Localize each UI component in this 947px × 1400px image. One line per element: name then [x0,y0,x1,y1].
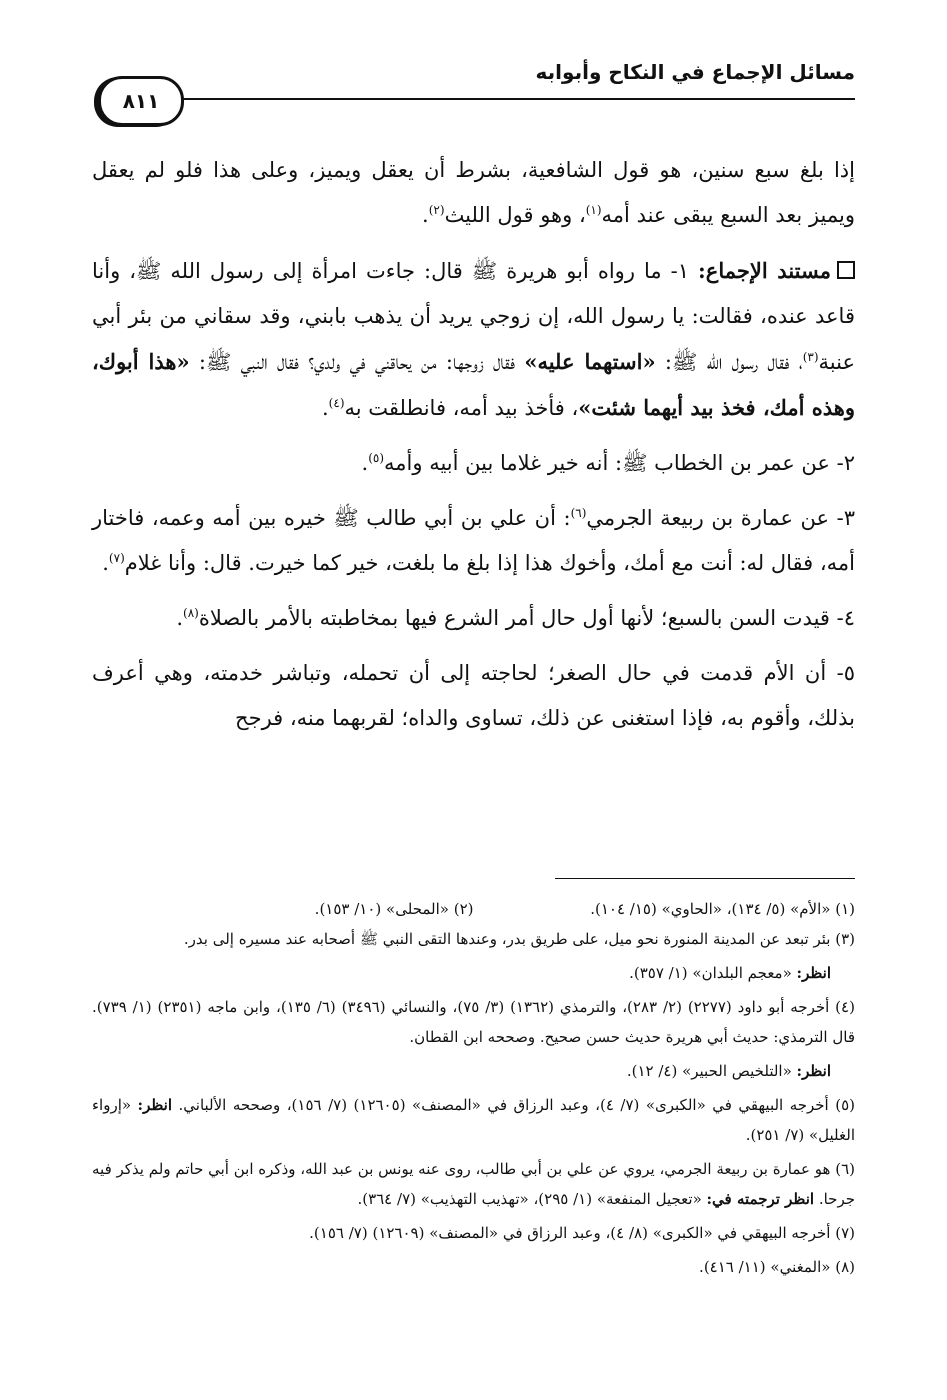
p2-text-d: ، فأخذ بيد أمه، فانطلقت به [344,396,579,420]
footnote-5-text: (٥) أخرجه البيهقي في «الكبرى» (٧/ ٤)، وعبد الرزاق في «المصنف» (١٢٦٠٥) (٧/ ١٥٦)، وصححه الألباني. [172,1096,855,1114]
p3-text: ٢- عن عمر بن الخطاب ﷺ: أنه خير غلاما بين أبيه وأمه [384,451,855,475]
paragraph-3 [92,441,855,486]
footnote-3-text: (٣) بئر تبعد عن المدينة المنورة نحو ميل، على طريق بدر، وعندها التقى النبي ﷺ أصحابه عند مسيره إلى بدر. [183,930,855,948]
p2-text-a: ١- ما رواه أبو هريرة ﷺ قال: جاءت امرأة إلى رسول الله ﷺ، وأنا قاعد عنده، فقالت: يا رسول الله، إن زوجي يريد أن يذهب بابني، وقد سقاني من بئر أبي عنبة [92,259,856,374]
footnote-4 [92,992,855,1052]
footnote-3-ref [92,958,831,988]
square-bullet-icon [837,261,855,279]
footnote-ref-3: (٣) [802,350,819,364]
hadith-quote-2: «هذا أبوك، وهذه أمك، فخذ بيد أيهما شئت» [92,349,855,420]
p4-text-b: : أن علي بن أبي طالب ﷺ خيره بين أمه وعمه، فاختار أمه، فقال له: أنت مع أمك، وأخوك هذا إذا بلغ ما بلغت، خير كما خيرت. قال: وأنا غلام [92,506,855,575]
footnote-8-text: (٨) «المغني» (١١/ ٤١٦). [699,1258,855,1276]
p6-text: ٥- أن الأم قدمت في حال الصغر؛ لحاجته إلى أن تحمله، وتباشر خدمته، وهي أعرف بذلك، وأقوم به، فإذا استغنى عن ذلك، تساوى والداه؛ لقربهما منه، فرجح [92,661,855,730]
paragraph-1 [92,148,855,238]
footnote-6-see: انظر ترجمته في: [706,1190,815,1208]
footnote-ref-7: (٧) [108,551,125,565]
footnote-7 [92,1218,855,1248]
footnote-4-ref-text: «التلخيص الحبير» (٤/ ١٢). [626,1062,797,1080]
p1-text-b: ، وهو قول الليث [444,203,586,227]
footnote-4-ref [92,1056,831,1086]
footnote-5 [92,1090,855,1150]
footnote-ref-6: (٦) [570,506,587,520]
p3-end: . [361,451,369,475]
footnote-4-see: انظر: [796,1062,831,1080]
p1-end: . [422,203,429,227]
footnote-6-ref-text: «تعجيل المنفعة» (١/ ٢٩٥)، «تهذيب التهذيب» (٧/ ٣٦٤). [357,1190,707,1208]
p2-end: . [321,396,329,420]
p4-end: . [102,551,109,575]
page-header [92,60,855,130]
footnote-3 [92,924,855,954]
footnote-row-1-2 [92,894,855,924]
page-number-badge [98,76,184,126]
footnote-4-text: (٤) أخرجه أبو داود (٢٢٧٧) (٢/ ٢٨٣)، والترمذي (١٣٦٢) (٣/ ٧٥)، والنسائي (٣٤٩٦) (٦/ ١٣٥)، وابن ماجه (٢٣٥١) (١/ ٧٣٩). قال الترمذي: حديث أبي هريرة حديث حسن صحيح. وصححه ابن القطان. [92,998,855,1046]
footnote-3-ref-text: «معجم البلدان» (١/ ٣٥٧). [629,964,797,982]
main-text [92,148,855,751]
footnote-5-see: انظر: [137,1096,173,1114]
paragraph-4 [92,496,855,586]
footnote-2: (٢) «المحلى» (١٠/ ١٥٣). [314,900,474,918]
footnote-7-text: (٧) أخرجه البيهقي في «الكبرى» (٨/ ٤)، وعبد الرزاق في «المصنف» (١٢٦٠٩) (٧/ ١٥٦). [309,1224,855,1242]
hadith-quote-1: «استهما عليه» [524,349,656,374]
footnote-1: (١) «الأم» (٥/ ١٣٤)، «الحاوي» (١٥/ ١٠٤). [590,900,855,918]
footnotes [92,894,855,1286]
p2-text-b: ، فقال رسول الله ﷺ: [655,350,803,374]
footnote-ref-2: (٢) [428,203,445,217]
section-heading: مستند الإجماع: [698,258,831,283]
paragraph-2 [92,248,855,431]
footnote-6-text: (٦) هو عمارة بن ربيعة الجرمي، يروي عن علي بن أبي طالب، روى عنه يونس بن عبد الله، وذكره ابن أبي حاتم ولم يذكر فيه جرحا. [92,1160,855,1208]
p2-text-c: فقال زوجها: من يحاقني في ولدي؟ فقال النبي ﷺ: [189,350,525,374]
footnote-3-see: انظر: [796,964,831,982]
footnote-separator [555,878,855,879]
p5-text: ٤- قيدت السن بالسبع؛ لأنها أول حال أمر الشرع فيها بمخاطبته بالأمر بالصلاة [198,606,855,630]
header-rule [162,98,855,100]
page-number: ٨١١ [122,89,160,113]
running-title: مسائل الإجماع في النكاح وأبوابه [535,60,855,84]
footnote-ref-8: (٨) [183,606,199,620]
p1-text: إذا بلغ سبع سنين، هو قول الشافعية، بشرط أن يعقل ويميز، وعلى هذا فلو لم يعقل ويميز بعد السبع يبقى عند أمه [92,158,855,227]
footnote-8 [92,1252,855,1282]
p5-end: . [176,606,183,630]
footnote-ref-1: (١) [585,203,602,217]
footnote-6 [92,1154,855,1214]
paragraph-6 [92,651,855,741]
footnote-ref-4: (٤) [328,396,345,410]
paragraph-5 [92,596,855,641]
footnote-ref-5: (٥) [368,451,385,465]
footnote-5-ref-text: «إرواء الغليل» (٧/ ٢٥١). [92,1096,855,1144]
p4-text-a: ٣- عن عمارة بن ربيعة الجرمي [586,506,855,530]
